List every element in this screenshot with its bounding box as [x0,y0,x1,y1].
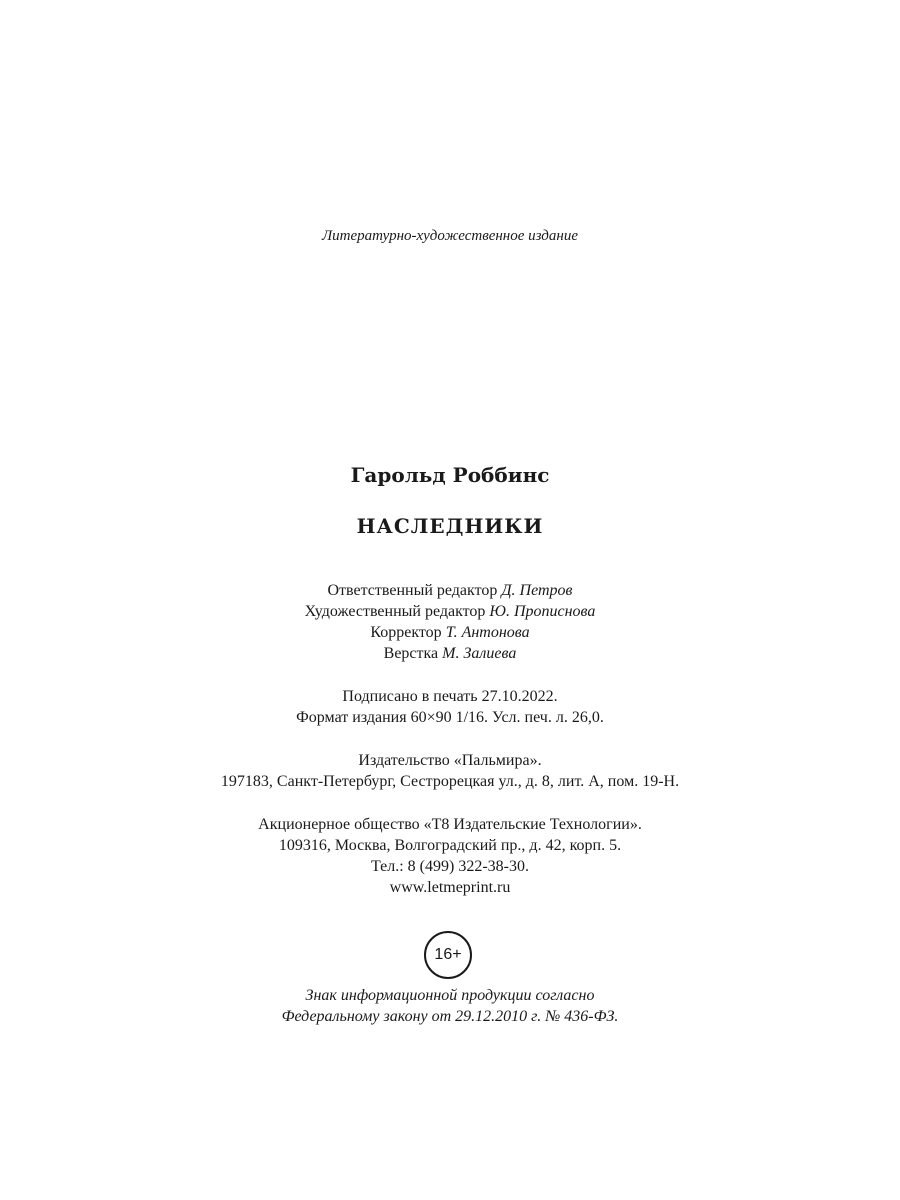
credit-role: Корректор [370,624,442,641]
edition-type: Литературно-художественное издание [322,228,578,244]
credit-name: Ю. Прописнова [489,603,596,620]
credits-block [0,580,900,664]
printer-address: 109316, Москва, Волгоградский пр., д. 42, корп. 5. [278,837,622,854]
credit-name: М. Залиева [442,645,517,662]
credit-row [0,601,900,622]
credit-row [0,580,900,601]
edition-format: Формат издания 60×90 1/16. Усл. печ. л. 26,0. [296,709,604,726]
notice-line: Знак информационной продукции согласно [305,987,595,1004]
credit-row [0,643,900,664]
printer-phone: Тел.: 8 (499) 322-38-30. [370,858,529,875]
notice-line: Федеральному закону от 29.12.2010 г. № 436-ФЗ. [281,1008,619,1025]
book-title: НАСЛЕДНИКИ [356,514,544,538]
publisher-block [0,750,900,792]
printer-website: www.letmeprint.ru [389,879,511,896]
publisher-address: 197183, Санкт-Петербург, Сестрорецкая ул., д. 8, лит. А, пом. 19-Н. [220,773,680,790]
credit-role: Ответственный редактор [327,582,498,599]
credit-row [0,622,900,643]
publisher-name: Издательство «Пальмира». [358,752,542,769]
credit-role: Художественный редактор [304,603,486,620]
printer-block [0,814,900,898]
printer-name: Акционерное общество «Т8 Издательские Технологии». [258,816,642,833]
author-name: Гарольд Роббинс [350,463,550,487]
signed-date: Подписано в печать 27.10.2022. [342,688,558,705]
age-rating-badge: 16+ [424,931,472,979]
credit-name: Д. Петров [501,582,573,599]
credit-role: Верстка [383,645,439,662]
credit-name: Т. Антонова [445,624,530,641]
print-info-block [0,686,900,728]
info-product-notice [0,985,900,1027]
